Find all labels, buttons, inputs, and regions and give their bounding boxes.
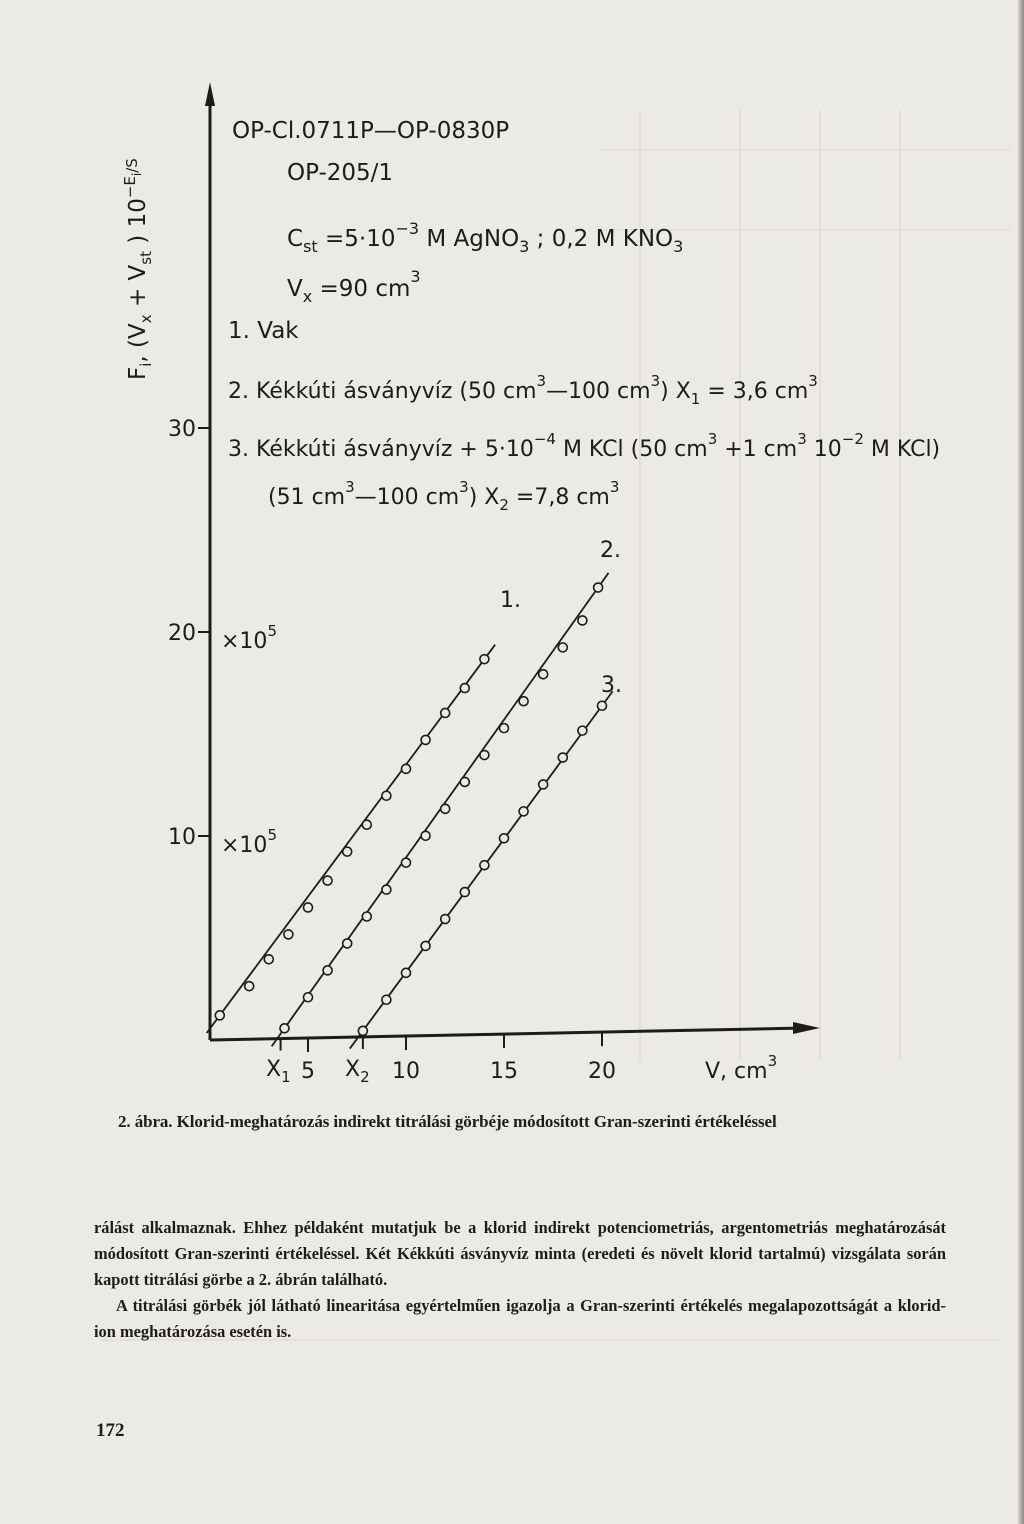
data-point [284,930,293,939]
curve-label-1: 1. [500,588,521,613]
data-point [539,780,548,789]
data-point [402,764,411,773]
data-point [598,701,607,710]
x-axis-label: V, $cm^3$ [705,1052,778,1084]
concentration-line: $C_{st} =5\cdot 10^{-3}$ M AgNO$_3$ ; 0,2 M $KNO_3$ [287,219,684,256]
legend-item-3: 3. Kékkúti ásványvíz + $5\cdot 10^{-4}$ M KCl (50 $cm^3 +1$ $cm^3$ $10^{-2}$ M KCl) [228,430,941,462]
y-axis-title: $F_i$, ($V_x + V_{st}$ ) $10^{-E}_i/S$ [121,158,155,380]
data-point [441,708,450,717]
y-tick-label: 20 [168,621,196,646]
data-point [480,751,489,760]
data-point [480,655,489,664]
paragraph-1: rálást alkalmaznak. Ehhez példaként mutatjuk be a klorid indirekt potenciometriás, argentometriás meghatározását módosított Gran-szerinti értékeléssel. Két Kékkúti ásványvíz minta (eredeti és növelt klorid tartalmú) vizsgálata során kapott titrálási görbe a 2. ábrán található. [94,1218,946,1289]
data-point [245,982,254,991]
body-text [94,1215,946,1345]
data-point [215,1011,224,1020]
multiplier-10: $\times 10^5$ [221,826,277,858]
volume-line: $V_x =90$ $cm^3$ [287,267,421,306]
data-point [304,903,313,912]
legend-item-2: 2. Kékkúti ásványvíz (50 $cm^3—100$ $cm^3$) $X_1 = 3,6$ $cm^3$ [228,372,818,408]
data-point [421,831,430,840]
data-point [323,876,332,885]
data-point [264,955,273,964]
data-point [382,791,391,800]
y-tick-label: 10 [168,825,196,850]
data-point [362,820,371,829]
page-number: 172 [96,1420,125,1441]
multiplier-20: $\times 10^5$ [221,622,277,654]
data-point [343,939,352,948]
x-tick-label: 15 [490,1059,518,1084]
x2-marker-label: $X_2$ [345,1057,370,1086]
paragraph-2: A titrálási görbék jól látható linearitása egyértelműen igazolja a Gran-szerinti értékelés megalapozottságát a klorid-ion meghatározása esetén is. [94,1296,946,1341]
data-point [382,995,391,1004]
data-point [578,726,587,735]
x-axis-arrow [793,1022,820,1034]
data-point [441,915,450,924]
data-point [358,1026,367,1035]
data-point [519,697,528,706]
x-tick-label: 10 [392,1059,420,1084]
data-point [539,670,548,679]
data-point [558,753,567,762]
data-point [421,941,430,950]
series-points [215,583,606,1035]
data-point [578,616,587,625]
data-point [441,804,450,813]
data-point [421,735,430,744]
data-point [594,583,603,592]
series-line-3 [350,691,613,1048]
legend-item-1: 1. Vak [228,318,299,344]
data-point [402,968,411,977]
data-point [480,861,489,870]
data-point [362,912,371,921]
ticks [168,417,616,1084]
data-point [500,724,509,733]
data-point [280,1024,289,1033]
legend-item-3-range: (51 $cm^3—100$ $cm^3$) $X_2 =7,8$ $cm^3$ [268,478,620,514]
data-point [323,966,332,975]
data-point [460,777,469,786]
series-lines [207,573,613,1049]
x-axis-line [210,1028,805,1040]
data-point [460,684,469,693]
curve-label-2: 2. [600,538,621,563]
y-axis-arrow [205,82,215,106]
header-line-2: OP-205/1 [287,160,394,186]
data-point [304,993,313,1002]
data-point [343,847,352,856]
x-tick-label: 20 [588,1059,616,1084]
data-point [519,807,528,816]
curve-label-3: 3. [601,673,622,698]
x1-marker-label: $X_1$ [266,1057,291,1086]
data-point [558,643,567,652]
data-point [402,858,411,867]
page-edge-shadow [1018,0,1024,1524]
data-point [500,834,509,843]
figure-caption: 2. ábra. Klorid-meghatározás indirekt titrálási görbéje módosított Gran-szerinti értékeléssel [118,1112,777,1131]
x-tick-label: 5 [301,1059,315,1084]
data-point [382,885,391,894]
header-line-1: OP-Cl.0711P—OP-0830P [232,118,510,144]
y-tick-label: 30 [168,417,196,442]
data-point [460,888,469,897]
